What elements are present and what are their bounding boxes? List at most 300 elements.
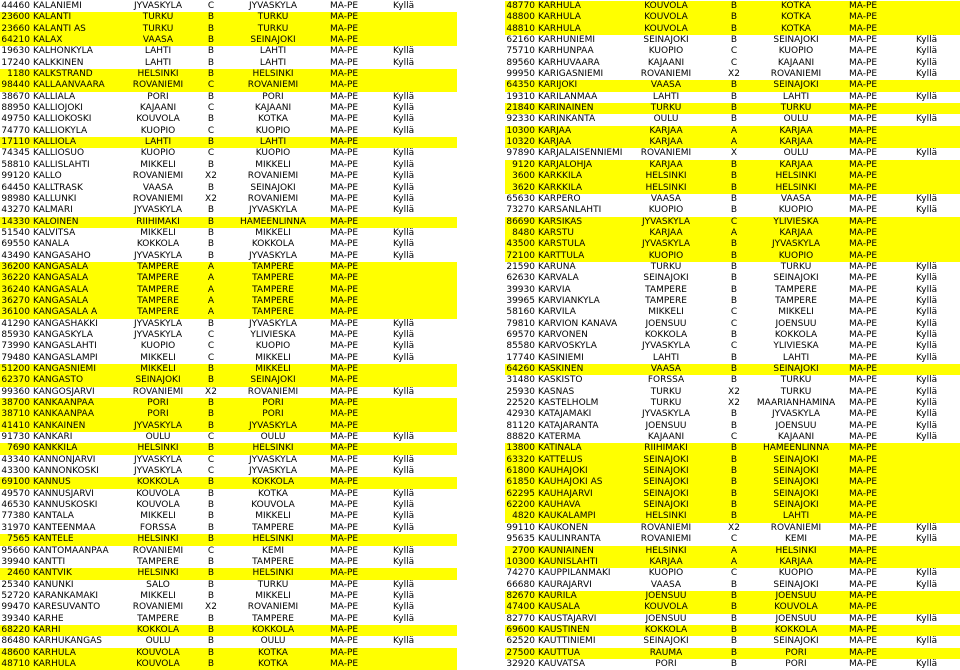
place-name-cell: KAUNIAINEN	[538, 545, 594, 556]
area-cell: MA-PE	[849, 103, 878, 114]
class-cell: B	[730, 35, 738, 46]
class-cell: B	[730, 579, 738, 590]
table-row	[0, 387, 457, 398]
flag-cell: Kyllä	[393, 500, 415, 511]
class-cell: B	[207, 137, 215, 148]
flag-cell: Kyllä	[393, 466, 415, 477]
place-name-cell: KARJAA	[538, 137, 572, 148]
postal-code-cell: 41290	[1, 318, 30, 329]
region-cell: RIIHIMÄKI	[136, 216, 180, 227]
table-row	[505, 285, 960, 296]
region-cell: TURKU	[650, 398, 682, 409]
postal-code-cell: 95635	[506, 534, 535, 545]
area-cell: MA-PE	[330, 239, 359, 250]
area-cell: MA-PE	[330, 636, 359, 647]
class-cell: C	[730, 432, 738, 443]
place-name-cell: KARJAA	[538, 125, 572, 136]
place-name-cell: KAUHAVA	[538, 500, 581, 511]
postal-code-cell: 19630	[1, 46, 30, 57]
city-cell: JYVÄSKYLÄ	[248, 1, 298, 11]
postal-code-cell: 61850	[506, 477, 535, 488]
region-cell: TAMPERE	[137, 295, 179, 306]
postal-code-cell: 36240	[1, 284, 30, 295]
area-cell: MA-PE	[849, 545, 878, 556]
postal-code-cell: 7565	[7, 534, 30, 545]
region-cell: TAMPERE	[645, 284, 687, 295]
table-row	[0, 296, 457, 307]
flag-cell: Kyllä	[916, 284, 938, 295]
postal-code-cell: 97890	[506, 148, 535, 159]
area-cell: MA-PE	[330, 46, 359, 57]
place-name-cell: KAUTTUA	[538, 647, 581, 658]
postal-code-cell: 17110	[1, 137, 30, 148]
flag-cell: Kyllä	[916, 522, 938, 533]
region-cell: TURKU	[650, 103, 682, 114]
area-cell: MA-PE	[330, 295, 359, 306]
class-cell: X	[730, 148, 738, 159]
area-cell: MA-PE	[849, 114, 878, 125]
place-name-cell: KANNUS	[33, 477, 71, 488]
table-row	[0, 466, 457, 477]
flag-cell: Kyllä	[393, 522, 415, 533]
postal-code-cell: 43300	[1, 466, 30, 477]
class-cell: X2	[728, 398, 740, 409]
flag-cell: Kyllä	[916, 636, 938, 647]
class-cell: B	[730, 250, 738, 261]
place-name-cell: KARVIA	[538, 284, 571, 295]
region-cell: KOUVOLA	[136, 658, 180, 669]
region-cell: KOUVOLA	[136, 114, 180, 125]
class-cell: A	[207, 261, 215, 272]
city-cell: KAJAANI	[777, 432, 815, 443]
postal-code-cell: 23660	[1, 23, 30, 34]
place-name-cell: KARVOSKYLÄ	[538, 341, 597, 352]
table-row	[0, 262, 457, 273]
table-row	[0, 534, 457, 545]
flag-cell: Kyllä	[393, 57, 415, 68]
class-cell: B	[207, 364, 215, 374]
region-cell: TURKU	[650, 386, 682, 397]
region-cell: LAHTI	[652, 91, 680, 102]
area-cell: MA-PE	[849, 261, 878, 272]
area-cell: MA-PE	[330, 477, 359, 488]
class-cell: B	[207, 556, 215, 567]
class-cell: B	[730, 273, 738, 284]
class-cell: B	[207, 216, 215, 227]
flag-cell: Kyllä	[916, 341, 938, 352]
region-cell: PORI	[147, 409, 169, 420]
table-row	[0, 194, 457, 205]
table-row	[0, 228, 457, 239]
city-cell: KUOPIO	[778, 46, 814, 57]
city-cell: KOTKA	[781, 23, 811, 34]
region-cell: SEINÄJOKI	[643, 466, 689, 477]
area-cell: MA-PE	[330, 137, 359, 148]
city-cell: SEINÄJOKI	[250, 35, 296, 46]
place-name-cell: KANGASHÄKKI	[33, 318, 98, 329]
city-cell: KARJAA	[779, 125, 813, 136]
region-cell: KOUVOLA	[644, 1, 688, 11]
city-cell: JYVÄSKYLÄ	[248, 250, 298, 261]
postal-code-cell: 62520	[506, 636, 535, 647]
flag-cell: Kyllä	[393, 318, 415, 329]
flag-cell: Kyllä	[916, 57, 938, 68]
table-row	[0, 239, 457, 250]
city-cell: KOTKA	[258, 488, 288, 499]
region-cell: ROVANIEMI	[132, 602, 184, 613]
place-name-cell: KALLIOLA	[33, 137, 77, 148]
class-cell: C	[207, 80, 215, 91]
postal-code-cell: 63320	[506, 454, 535, 465]
flag-cell: Kyllä	[393, 91, 415, 102]
city-cell: KAJAANI	[777, 57, 815, 68]
area-cell: MA-PE	[849, 284, 878, 295]
table-row	[0, 35, 457, 46]
area-cell: MA-PE	[330, 364, 359, 374]
city-cell: HELSINKI	[775, 171, 817, 182]
class-cell: B	[207, 227, 215, 238]
class-cell: B	[730, 12, 738, 23]
class-cell: C	[730, 341, 738, 352]
class-cell: B	[207, 511, 215, 522]
region-cell: TAMPERE	[137, 613, 179, 624]
table-row	[505, 24, 960, 35]
city-cell: PORI	[262, 91, 284, 102]
region-cell: KUOPIO	[648, 46, 684, 57]
region-cell: KOUVOLA	[136, 500, 180, 511]
place-name-cell: KAUSTAJÄRVI	[538, 613, 597, 624]
class-cell: B	[730, 284, 738, 295]
postal-code-cell: 99950	[506, 69, 535, 80]
region-cell: JYVÄSKYLÄ	[641, 216, 691, 227]
city-cell: TAMPERE	[252, 556, 294, 567]
place-name-cell: KASTELHOLM	[538, 398, 599, 409]
postal-code-cell: 58810	[1, 159, 30, 170]
place-name-cell: KALANTI	[33, 12, 72, 23]
postal-code-cell: 38710	[1, 409, 30, 420]
region-cell: ROVANIEMI	[640, 522, 692, 533]
flag-cell: Kyllä	[916, 148, 938, 159]
city-cell: SEINÄJOKI	[773, 488, 819, 499]
class-cell: B	[730, 488, 738, 499]
region-cell: JOENSUU	[645, 420, 687, 431]
place-name-cell: KANGASLAMPI	[33, 352, 98, 363]
place-name-cell: KANGASALA	[33, 284, 89, 295]
table-row	[0, 160, 457, 171]
place-name-cell: KARTTULA	[538, 250, 585, 261]
table-row	[0, 330, 457, 341]
city-cell: JYVÄSKYLÄ	[248, 466, 298, 477]
postal-code-cell: 46530	[1, 500, 30, 511]
city-cell: SEINÄJOKI	[773, 466, 819, 477]
area-cell: MA-PE	[849, 624, 878, 635]
postal-code-cell: 43500	[506, 239, 535, 250]
postal-code-cell: 48710	[1, 658, 30, 669]
class-cell: B	[730, 352, 738, 363]
postal-code-cell: 99360	[1, 386, 30, 397]
table-row	[0, 114, 457, 125]
postal-code-cell: 61800	[506, 466, 535, 477]
area-cell: MA-PE	[849, 352, 878, 363]
table-row	[505, 148, 960, 159]
table-row	[505, 92, 960, 103]
table-row	[505, 648, 960, 659]
table-row	[505, 477, 960, 488]
table-row	[0, 24, 457, 35]
postal-table-left	[0, 1, 457, 670]
region-cell: FORSSA	[139, 522, 177, 533]
city-cell: KOTKA	[258, 647, 288, 658]
table-row	[0, 364, 457, 375]
area-cell: MA-PE	[330, 216, 359, 227]
table-row	[0, 137, 457, 148]
area-cell: MA-PE	[330, 420, 359, 431]
postal-code-cell: 42930	[506, 409, 535, 420]
postal-code-cell: 86480	[1, 636, 30, 647]
postal-code-cell: 19310	[506, 91, 535, 102]
postal-code-cell: 65630	[506, 193, 535, 204]
postal-code-cell: 25930	[506, 386, 535, 397]
class-cell: A	[730, 556, 738, 567]
flag-cell: Kyllä	[393, 159, 415, 170]
postal-code-cell: 22520	[506, 398, 535, 409]
city-cell: HÄMEENLINNA	[239, 216, 307, 227]
region-cell: KUOPIO	[140, 341, 176, 352]
place-name-cell: KALHONKYLÄ	[33, 46, 93, 57]
postal-code-cell: 39940	[1, 556, 30, 567]
area-cell: MA-PE	[330, 159, 359, 170]
region-cell: HELSINKI	[645, 511, 687, 522]
table-row	[0, 319, 457, 330]
region-cell: JYVÄSKYLÄ	[133, 250, 183, 261]
city-cell: KARJAA	[779, 227, 813, 238]
table-row	[0, 421, 457, 432]
class-cell: B	[730, 409, 738, 420]
area-cell: MA-PE	[330, 624, 359, 635]
place-name-cell: KALLO	[33, 171, 62, 182]
flag-cell: Kyllä	[916, 658, 938, 669]
area-cell: MA-PE	[330, 545, 359, 556]
postal-code-cell: 69570	[506, 329, 535, 340]
area-cell: MA-PE	[849, 443, 878, 454]
city-cell: TURKU	[257, 12, 289, 23]
area-cell: MA-PE	[849, 579, 878, 590]
city-cell: HELSINKI	[252, 443, 294, 454]
region-cell: KOUVOLA	[644, 602, 688, 613]
place-name-cell: KARHI	[33, 624, 61, 635]
table-row	[0, 148, 457, 159]
city-cell: SEINÄJOKI	[773, 35, 819, 46]
place-name-cell: KALLIOSUO	[33, 148, 85, 159]
region-cell: KARJAA	[649, 125, 683, 136]
area-cell: MA-PE	[330, 488, 359, 499]
table-row	[0, 489, 457, 500]
region-cell: KAJAANI	[647, 432, 685, 443]
area-cell: MA-PE	[849, 500, 878, 511]
table-row	[0, 251, 457, 262]
city-cell: PORI	[785, 658, 807, 669]
region-cell: JYVÄSKYLÄ	[133, 205, 183, 216]
place-name-cell: KARILANMAA	[538, 91, 598, 102]
place-name-cell: KASKISTO	[538, 375, 583, 386]
flag-cell: Kyllä	[393, 341, 415, 352]
region-cell: SEINÄJOKI	[643, 488, 689, 499]
postal-code-cell: 88820	[506, 432, 535, 443]
table-row	[505, 580, 960, 591]
area-cell: MA-PE	[330, 1, 359, 11]
postal-code-cell: 74270	[506, 568, 535, 579]
class-cell: C	[730, 57, 738, 68]
table-row	[0, 625, 457, 636]
city-cell: MIKKELI	[255, 159, 291, 170]
postal-code-cell: 9120	[512, 159, 535, 170]
region-cell: SEINÄJOKI	[643, 500, 689, 511]
place-name-cell: KANGASNIEMI	[33, 364, 96, 374]
table-row	[505, 330, 960, 341]
region-cell: SEINÄJOKI	[135, 375, 181, 386]
flag-cell: Kyllä	[393, 239, 415, 250]
postal-code-cell: 51200	[1, 364, 30, 374]
area-cell: MA-PE	[330, 91, 359, 102]
flag-cell: Kyllä	[916, 420, 938, 431]
flag-cell: Kyllä	[393, 636, 415, 647]
region-cell: SALO	[146, 579, 170, 590]
class-cell: B	[207, 590, 215, 601]
region-cell: SEINÄJOKI	[643, 477, 689, 488]
postal-code-cell: 75710	[506, 46, 535, 57]
flag-cell: Kyllä	[393, 511, 415, 522]
region-cell: SEINÄJOKI	[643, 273, 689, 284]
class-cell: B	[730, 477, 738, 488]
place-name-cell: KASNÄS	[538, 386, 575, 397]
class-cell: B	[207, 534, 215, 545]
class-cell: B	[207, 57, 215, 68]
area-cell: MA-PE	[330, 590, 359, 601]
city-cell: OULU	[260, 432, 286, 443]
table-row	[505, 160, 960, 171]
class-cell: C	[207, 103, 215, 114]
class-cell: B	[730, 500, 738, 511]
place-name-cell: KALLAANVAARA	[33, 80, 105, 91]
flag-cell: Kyllä	[916, 329, 938, 340]
area-cell: MA-PE	[849, 46, 878, 57]
class-cell: B	[207, 159, 215, 170]
table-row	[505, 114, 960, 125]
class-cell: X2	[728, 69, 740, 80]
region-cell: JOENSUU	[645, 613, 687, 624]
table-row	[505, 455, 960, 466]
city-cell: SEINÄJOKI	[773, 364, 819, 374]
area-cell: MA-PE	[330, 261, 359, 272]
area-cell: MA-PE	[849, 466, 878, 477]
flag-cell: Kyllä	[393, 454, 415, 465]
area-cell: MA-PE	[330, 409, 359, 420]
class-cell: C	[207, 341, 215, 352]
place-name-cell: KALVITSA	[33, 227, 76, 238]
place-name-cell: KANGASALA	[33, 273, 89, 284]
postal-code-cell: 69600	[506, 624, 535, 635]
city-cell: YLIVIESKA	[250, 329, 296, 340]
place-name-cell: KAUHAJOKI AS	[538, 477, 603, 488]
flag-cell: Kyllä	[916, 318, 938, 329]
city-cell: TURKU	[257, 23, 289, 34]
class-cell: C	[730, 307, 738, 318]
area-cell: MA-PE	[849, 239, 878, 250]
class-cell: B	[730, 171, 738, 182]
place-name-cell: KAUHAJÄRVI	[538, 488, 593, 499]
flag-cell: Kyllä	[393, 556, 415, 567]
area-cell: MA-PE	[330, 318, 359, 329]
place-name-cell: KARUNA	[538, 261, 576, 272]
region-cell: SEINÄJOKI	[643, 636, 689, 647]
city-cell: SEINÄJOKI	[773, 454, 819, 465]
region-cell: SEINÄJOKI	[643, 454, 689, 465]
region-cell: LAHTI	[144, 46, 172, 57]
class-cell: B	[730, 103, 738, 114]
class-cell: B	[207, 420, 215, 431]
table-row	[0, 46, 457, 57]
city-cell: KOKKOLA	[774, 624, 818, 635]
city-cell: TAMPERE	[252, 273, 294, 284]
postal-table-right	[505, 1, 960, 670]
table-row	[0, 126, 457, 137]
class-cell: C	[730, 568, 738, 579]
table-row	[0, 183, 457, 194]
area-cell: MA-PE	[849, 511, 878, 522]
postal-code-cell: 99470	[1, 602, 30, 613]
region-cell: PORI	[655, 658, 677, 669]
place-name-cell: KANKKILA	[33, 443, 78, 454]
postal-code-cell: 49750	[1, 114, 30, 125]
class-cell: C	[207, 1, 215, 11]
postal-code-cell: 21590	[506, 261, 535, 272]
place-name-cell: KALLISLAHTI	[33, 159, 90, 170]
table-row	[0, 614, 457, 625]
postal-code-cell: 81120	[506, 420, 535, 431]
area-cell: MA-PE	[330, 80, 359, 91]
postal-code-cell: 32920	[506, 658, 535, 669]
postal-code-cell: 3620	[512, 182, 535, 193]
class-cell: B	[207, 500, 215, 511]
table-row	[0, 511, 457, 522]
city-cell: JYVÄSKYLÄ	[771, 239, 821, 250]
table-row	[505, 387, 960, 398]
table-row	[0, 648, 457, 659]
table-row	[505, 228, 960, 239]
flag-cell: Kyllä	[393, 613, 415, 624]
class-cell: B	[207, 443, 215, 454]
flag-cell: Kyllä	[393, 488, 415, 499]
area-cell: MA-PE	[330, 250, 359, 261]
postal-code-cell: 48770	[506, 1, 535, 11]
place-name-cell: KANGOSJÄRVI	[33, 386, 95, 397]
city-cell: KOTKA	[258, 658, 288, 669]
postal-code-cell: 43340	[1, 454, 30, 465]
postal-code-cell: 88950	[1, 103, 30, 114]
place-name-cell: KANUNKI	[33, 579, 74, 590]
region-cell: OULU	[145, 432, 171, 443]
region-cell: JYVÄSKYLÄ	[133, 1, 183, 11]
class-cell: B	[730, 466, 738, 477]
class-cell: B	[207, 239, 215, 250]
region-cell: JOENSUU	[645, 590, 687, 601]
postal-code-cell: 8480	[512, 227, 535, 238]
area-cell: MA-PE	[330, 341, 359, 352]
city-cell: KOKKOLA	[251, 624, 295, 635]
place-name-cell: KANTELE	[33, 534, 74, 545]
place-name-cell: KARHULA	[538, 23, 581, 34]
place-name-cell: KALLTRÄSK	[33, 182, 83, 193]
